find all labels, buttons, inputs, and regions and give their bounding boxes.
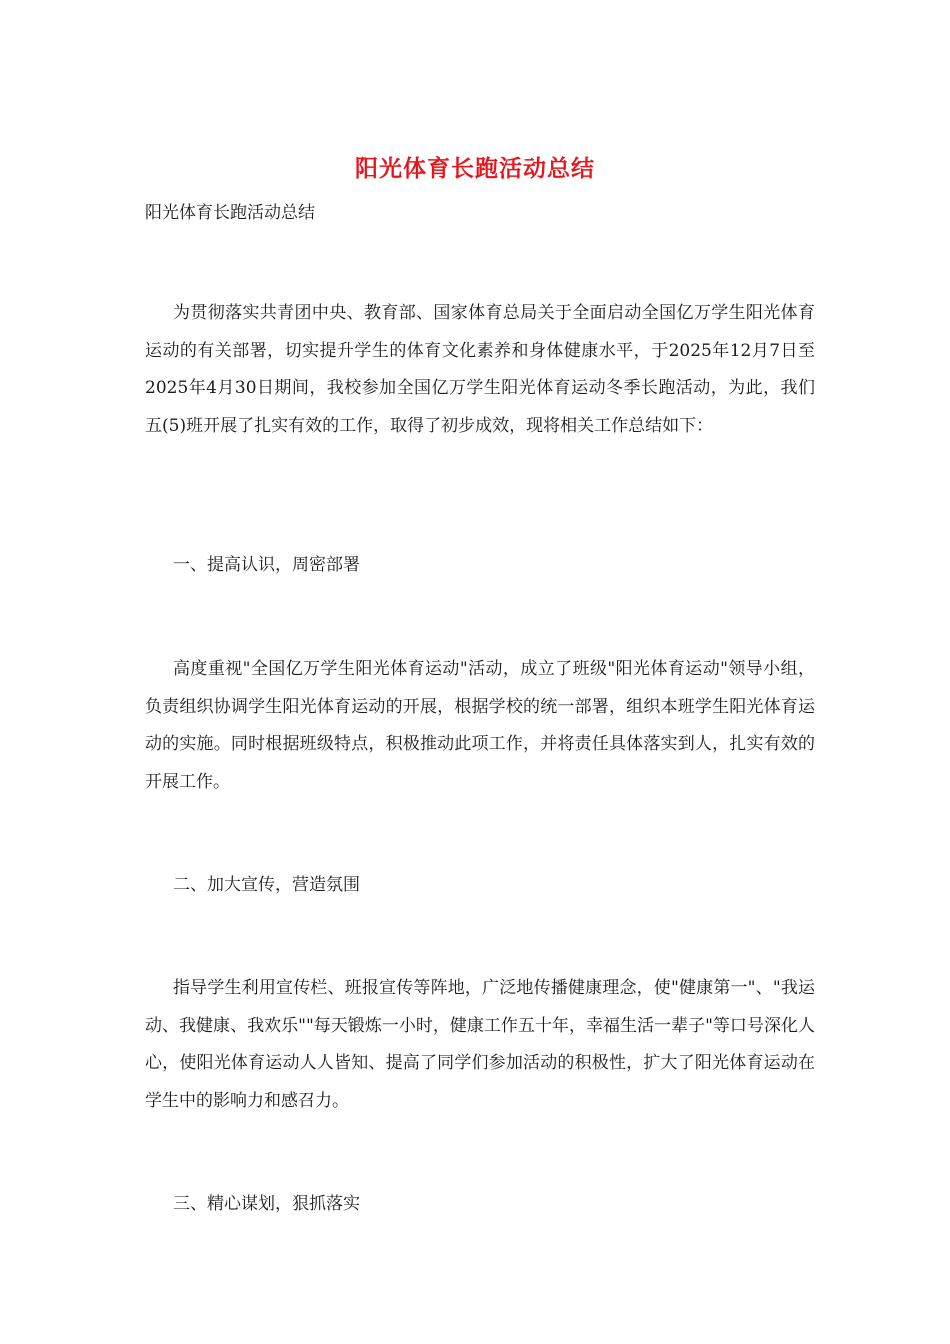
section-paragraph: 指导学生利用宣传栏、班报宣传等阵地，广泛地传播健康理念，使"健康第一"、"我运动、我健康、我欢乐""每天锻炼一小时，健康工作五十年，幸福生活一辈子"等口号深化人心，使阳光体育运动人人皆知、提高了同学们参加活动的积极性，扩大了阳光体育运动在学生中的影响力和感召力。 [145, 978, 815, 1111]
intro-paragraph: 为贯彻落实共青团中央、教育部、国家体育总局关于全面启动全国亿万学生阳光体育运动的有关部署，切实提升学生的体育文化素养和身体健康水平，于2025年12月7日至2025年4月30日期间，我校参加全国亿万学生阳光体育运动冬季长跑活动，为此，我们五(5)班开展了扎实有效的工作，取得了初步成效，现将相关工作总结如下： [145, 303, 815, 436]
document-subtitle: 阳光体育长跑活动总结 [145, 203, 315, 223]
section-heading: 二、加大宣传，营造氛围 [173, 875, 360, 895]
section-heading: 一、提高认识，周密部署 [173, 555, 360, 575]
section-heading: 三、精心谋划，狠抓落实 [173, 1194, 360, 1214]
document-title: 阳光体育长跑活动总结 [355, 155, 595, 182]
section-paragraph: 高度重视"全国亿万学生阳光体育运动"活动，成立了班级"阳光体育运动"领导小组，负责组织协调学生阳光体育运动的开展，根据学校的统一部署，组织本班学生阳光体育运动的实施。同时根据班级特点，积极推动此项工作，并将责任具体落实到人，扎实有效的开展工作。 [145, 659, 815, 792]
